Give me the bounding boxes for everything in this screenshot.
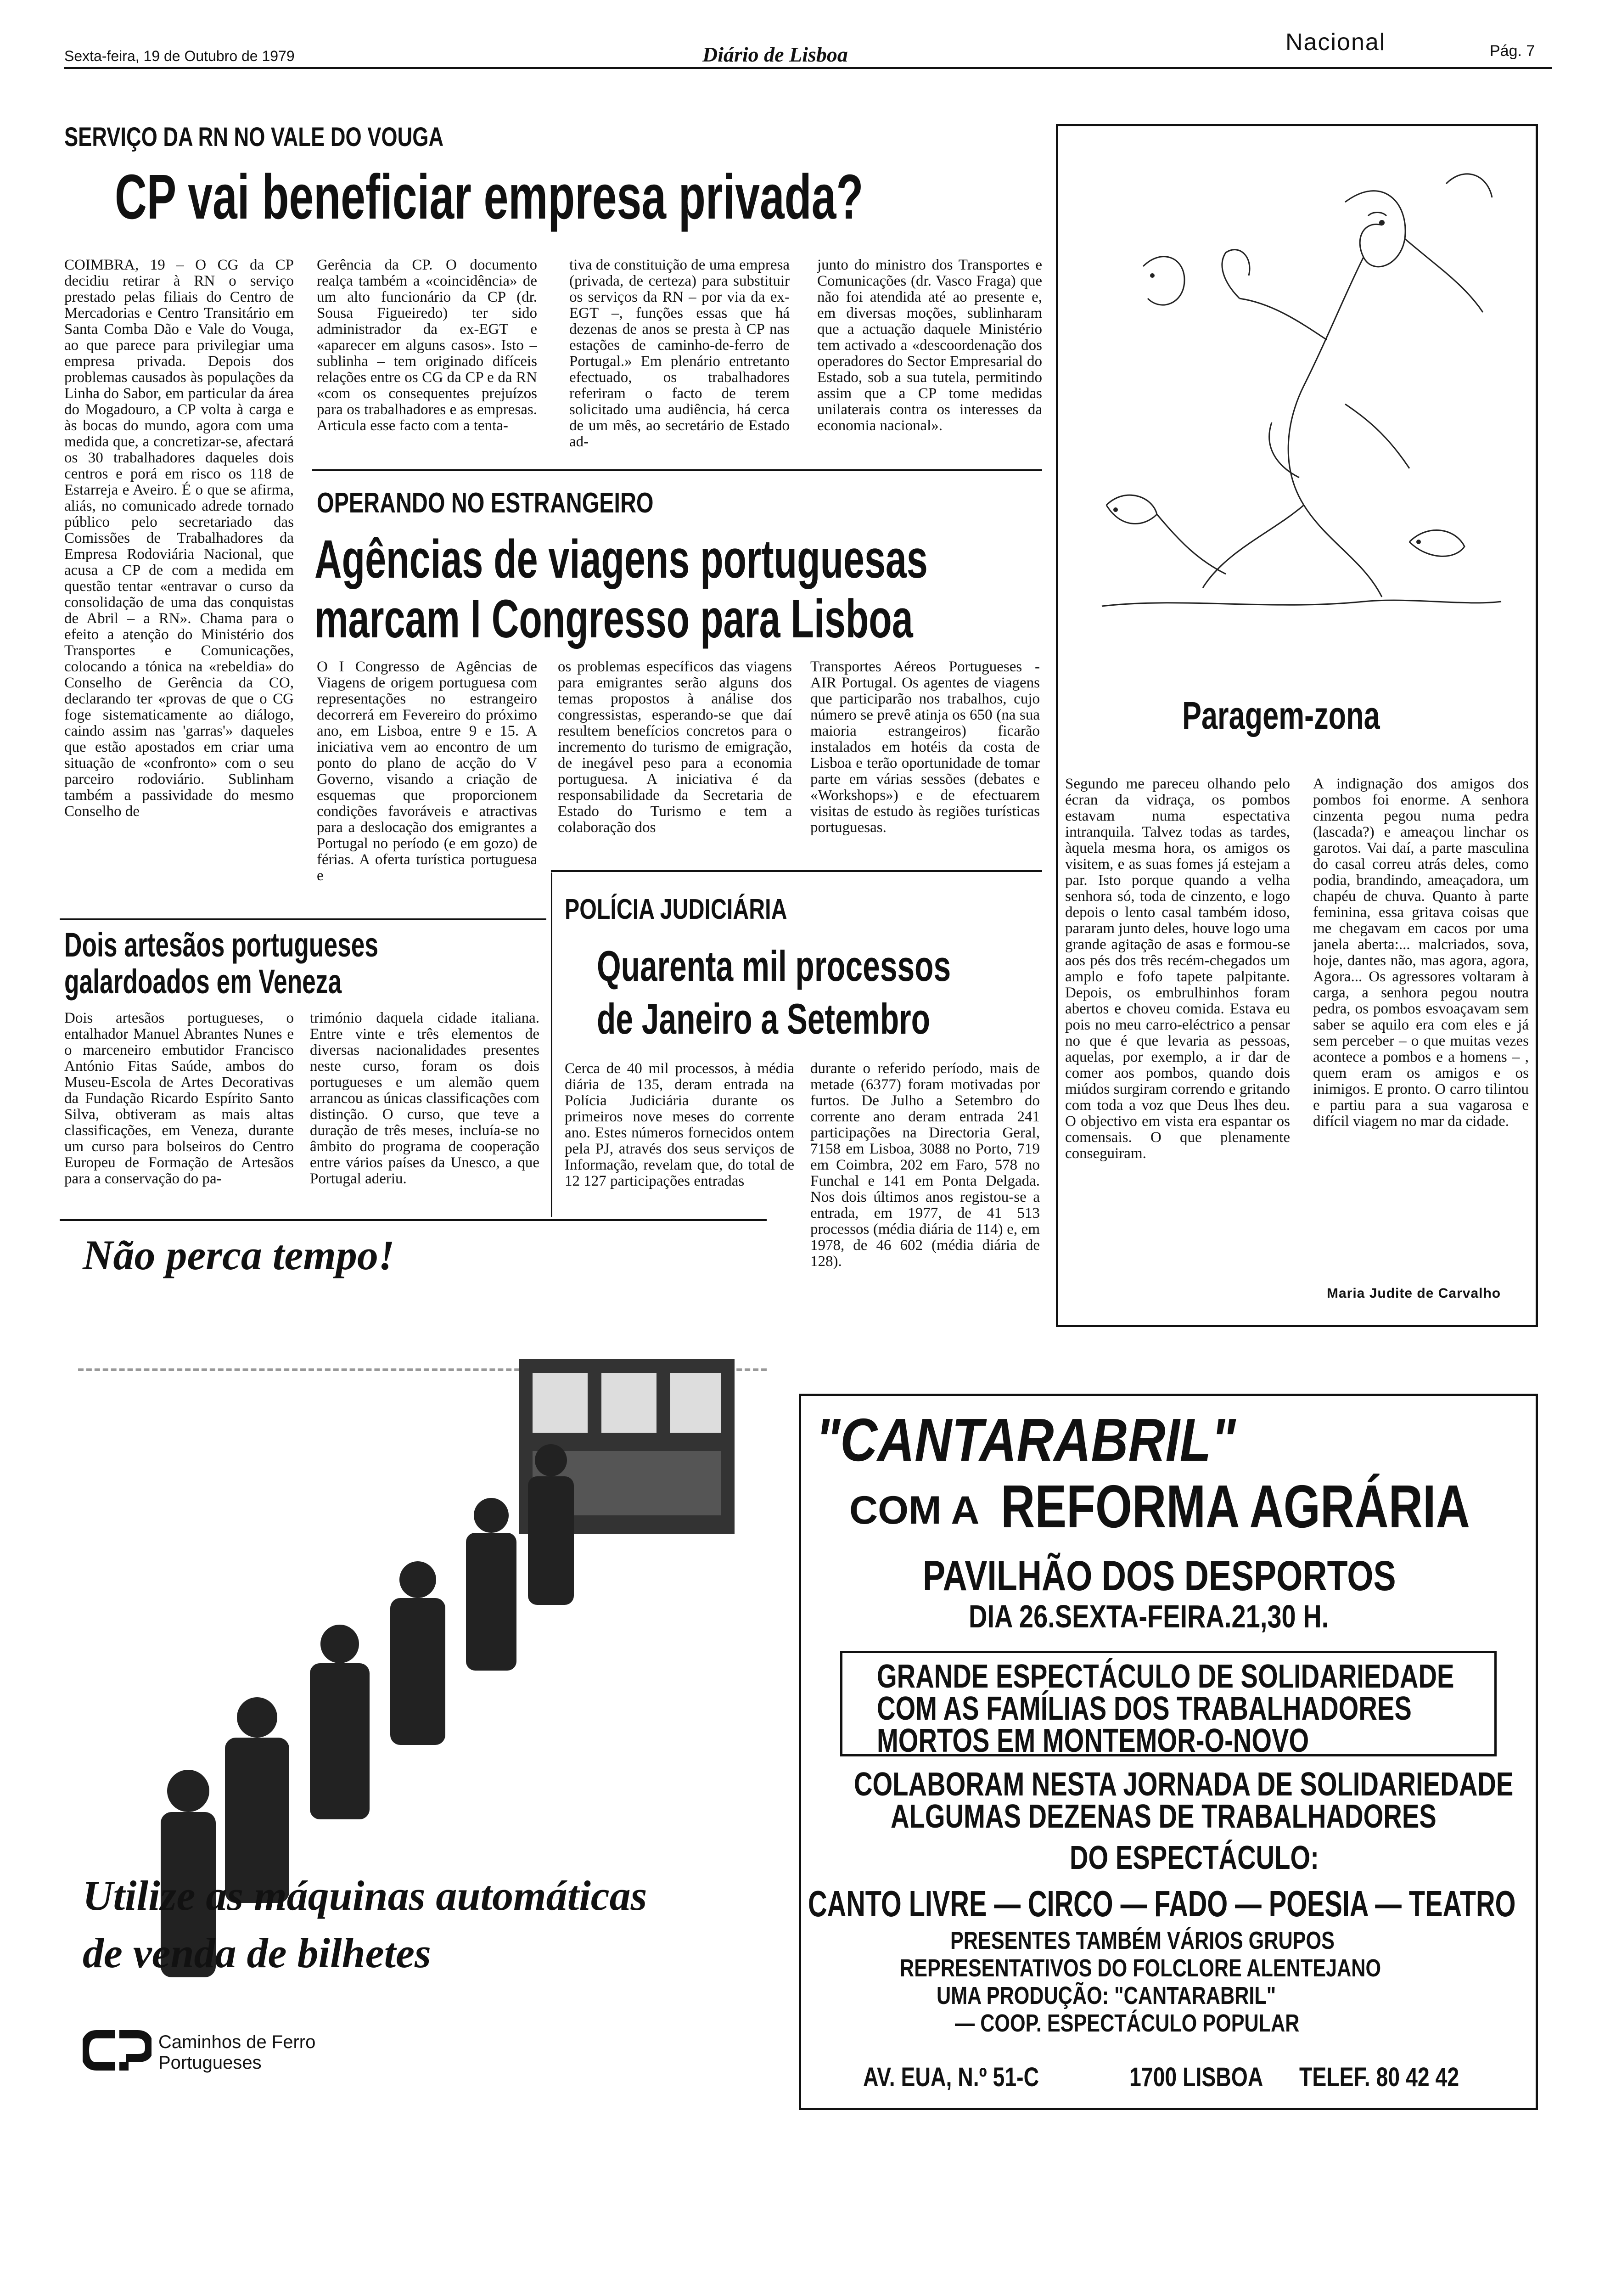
- pj-col1: Cerca de 40 mil processos, à média diária de 135, deram entrada na Polícia Judiciária durante os primeiros nove meses do corrente ano. Estes números fornecidos ontem pela PJ, através dos seus serviços de Informação, revelam que, do total de 12 127 participações entradas: [565, 1061, 794, 1189]
- agencias-col3: Transportes Aéreos Portugueses - AIR Portugal. Os agentes de viagens que participarão nos trabalhos, cujo número se prevê atinja os 650 (na sua maioria estrangeiros) ficarão instalados em hotéis da costa de Lisboa e terão oportunidade de tomar parte em várias sessões (debates e «Workshops») e de efectuarem visitas de estudo às regiões turísticas portuguesas.: [810, 659, 1040, 836]
- cantarabril-venue: PAVILHÃO DOS DESPORTOS: [923, 1553, 1396, 1599]
- cantarabril-phone: TELEF. 80 42 42: [1299, 2062, 1459, 2092]
- cantarabril-box-2: COM AS FAMÍLIAS DOS TRABALHADORES: [877, 1690, 1412, 1727]
- cp-col3: tiva de constituição de uma empresa (privada, de certeza) para substituir os serviços da RN – por via da ex-EGT –, funções essas que há dezenas de anos se presta à CP nas estações de caminho-de-ferro de Portugal.» Em plenário entretanto efectuado, os trabalhadores referiram o facto de terem solicitado uma audiência, há cerca de um mês, ao secretário de Estado ad-: [569, 257, 790, 450]
- artesaos-headline-1: Dois artesãos portugueses: [64, 926, 378, 964]
- pj-kicker: POLÍCIA JUDICIÁRIA: [565, 894, 787, 925]
- cronica-col1: Segundo me pareceu olhando pelo écran da vidraça, os pombos estavam numa espectativa intranquila. Talvez todas as tardes, àquela mesma hora, os amigos os visitem, e as suas fomes já estejam a par. Isto porque quando a velha senhora só, toda de cinzento, e logo depois o lento casal também idoso, pararam junto deles, houve logo uma grande agitação de asas e formou-se aos pés dos três recém-chegados um amplo e fofo tapete palpitante. Depois, os embrulhinhos foram abertos e choveu comida. Estava eu pois no meu carro-eléctrico a pensar no que é que levaria as pessoas, aquelas, por exemplo, a ir dar de comer aos pombos, quando dois miúdos surgiram correndo e gritando com toda a voz que Deus lhes deu. O objectivo em vista era espantar os comensais. O que plenamente conseguiram.: [1065, 776, 1290, 1162]
- cantarabril-city: 1700 LISBOA: [1129, 2062, 1263, 2092]
- cp-ad-tagline-1: Utilize as máquinas automáticas: [83, 1872, 647, 1919]
- pj-col2: durante o referido período, mais de metade (6377) foram motivadas por furtos. De Julho a Setembro do corrente ano deram entrada 241 participações na Directoria Geral, 7158 em Lisboa, 3088 no Porto, 719 em Coimbra, 202 em Faro, 578 no Funchal e 141 em Ponta Delgada. Nos dois últimos anos registou-se a entrada, em 1977, de 41 513 processos (média diária de 114) e, em 1978, de 46 602 (média diária de 128).: [810, 1061, 1040, 1270]
- agencias-col1: O I Congresso de Agências de Viagens de origem portuguesa com representações no estrangeiro decorrerá em Fevereiro do próximo ano, em Lisboa, entre 9 e 15. A iniciativa vem ao encontro de um ponto do plano de acção do V Governo, visando a criação de esquemas que proporcionem condições favoráveis e atractivas para a deslocação dos emigrantes a Portugal no período (e em gozo) de férias. A oferta turística portuguesa e: [317, 659, 537, 884]
- cp-ad-photo: [78, 1295, 767, 2296]
- cantarabril-present-4: — COOP. ESPECTÁCULO POPULAR: [955, 2009, 1300, 2037]
- cronica-col2: A indignação dos amigos dos pombos foi enorme. A senhora cinzenta pegou numa pedra (lascada?) e ameaçou linchar os garotos. Vai daí, a parte masculina do casal correu atrás deles, como podia, brandindo, ameaçadora, um chapéu de chuva. Quanto à parte feminina, essa gritava coisas que me chegavam em cacos por uma janela aberta:... malcriados, sova, hoje, dantes não, mas agora, agora, Agora... Os agressores voltaram à carga, a senhora pegou noutra pedra, os pombos esvoaçavam sem saber se aquilo era com eles e já sem perceber – o que muitas vezes acontece a pombos e a homens – , quem eram os amigos e os inimigos. E pronto. O carro tilintou e partiu para a sua vagarosa e difícil viagem no mar da cidade.: [1313, 776, 1529, 1130]
- page-number: Pág. 7: [1490, 42, 1535, 60]
- cantarabril-box-3: MORTOS EM MONTEMOR-O-NOVO: [877, 1722, 1309, 1759]
- cp-logo-line2: Portugueses: [158, 2053, 262, 2073]
- header-rule: [64, 67, 1552, 69]
- pigeons-illustration: [1088, 147, 1510, 629]
- cp-rule: [312, 469, 1042, 471]
- cantarabril-present-2: REPRESENTATIVOS DO FOLCLORE ALENTEJANO: [900, 1954, 1381, 1982]
- artesaos-top-rule: [60, 918, 546, 920]
- artesaos-col1: Dois artesãos portugueses, o entalhador Manuel Abrantes Nunes e o marceneiro embutidor Francisco António Fitas Saúde, ambos do Museu-Escola de Artes Decorativas da Fundação Ricardo Espírito Santo Silva, obtiveram as mais altas classificações, em Veneza, durante um curso para bolseiros do Centro Europeu de Formação de Artesãos para a conservação do pa-: [64, 1010, 294, 1187]
- cp-headline: CP vai beneficiar empresa privada?: [115, 162, 864, 232]
- section-name: Nacional: [1285, 29, 1386, 56]
- cantarabril-box-1: GRANDE ESPECTÁCULO DE SOLIDARIEDADE: [877, 1658, 1454, 1695]
- agencias-col2: os problemas específicos das viagens para emigrantes serão alguns dos temas propostos à análise dos congressistas, esperando-se que daí resultem benefícios concretos para o incremento do turismo de emigração, de inegável peso para a economia portuguesa. A iniciativa é da responsabilidade da Secretaria de Estado do Turismo e tem a colaboração dos: [558, 659, 792, 836]
- cantarabril-address: AV. EUA, N.º 51-C: [863, 2062, 1039, 2092]
- cantarabril-com-a: COM A: [849, 1488, 980, 1532]
- agencias-kicker: OPERANDO NO ESTRANGEIRO: [317, 487, 654, 519]
- masthead: Diário de Lisboa: [702, 43, 848, 66]
- artesaos-vrule: [551, 872, 552, 1217]
- cantarabril-reforma: REFORMA AGRÁRIA: [1001, 1473, 1470, 1540]
- cp-ad-top-rule: [60, 1219, 767, 1221]
- cp-kicker: SERVIÇO DA RN NO VALE DO VOUGA: [64, 122, 444, 152]
- header-date: Sexta-feira, 19 de Outubro de 1979: [64, 48, 295, 64]
- cp-col1: COIMBRA, 19 – O CG da CP decidiu retirar à RN o serviço prestado pelas filiais do Centro de Mercadorias e Centro Transitário em Santa Comba Dão e Vale do Vouga, ao que parece para privilegiar uma empresa privada. Depois dos problemas causados às populações da Linha do Sabor, em particular da área do Mogadouro, a CP volta à carga e às bocas do mundo, agora com uma medida que, a concretizar-se, afectará os 30 trabalhadores daqueles dois centros e porá em risco os 118 de Estarreja e Aveiro. É o que se afirma, aliás, no comunicado adrede tornado público pelo secretariado das Comissões de Trabalhadores da Empresa Rodoviária Nacional, que acusa a CP de com a medida em questão tentar «entravar o curso da consolidação de uma das conquistas de Abril – a RN». Chama para o efeito a atenção do Ministério dos Transportes e Comunicações, colocando a tónica na «rebeldia» do Conselho de Gerência da CO, declarando ter «provas de que o CG foge sistematicamente ao diálogo, caindo assim nas 'garras'» daqueles que estão apostados em criar uma situação de «confronto» com o seu parceiro rodoviário. Sublinham também a passividade do mesmo Conselho de: [64, 257, 294, 820]
- cronica-title: Paragem-zona: [1182, 694, 1380, 737]
- cantarabril-collab-2: ALGUMAS DEZENAS DE TRABALHADORES: [891, 1798, 1436, 1835]
- artesaos-col2: trimónio daquela cidade italiana. Entre vinte e três elementos de diversas nacionalidades presentes neste curso, foram os dois portugueses e um alemão quem arrancou as únicas classificações com distinção. O curso, que teve a duração de três meses, incluía-se no âmbito do programa de cooperação entre vários países da Unesco, a que Portugal aderiu.: [310, 1010, 539, 1187]
- cp-logo-icon: [83, 2030, 152, 2071]
- cronica-author: Maria Judite de Carvalho: [1327, 1286, 1501, 1301]
- agencias-rule: [551, 870, 1042, 872]
- cantarabril-present-1: PRESENTES TAMBÉM VÁRIOS GRUPOS: [950, 1927, 1335, 1954]
- cantarabril-collab-3: DO ESPECTÁCULO:: [1070, 1840, 1319, 1876]
- cantarabril-genres: CANTO LIVRE — CIRCO — FADO — POESIA — TEATRO: [808, 1883, 1516, 1924]
- cp-col2: Gerência da CP. O documento realça também a «coincidência» de um alto funcionário da CP (dr. Sousa Figueiredo) ter sido administrador da ex-EGT e «aparecer em alguns casos». Isto – sublinha – tem originado difíceis relações entre os CG da CP e da RN «com os consequentes prejuízos para os trabalhadores e as empresas. Articula esse facto com a tenta-: [317, 257, 537, 434]
- cp-col4: junto do ministro dos Transportes e Comunicações (dr. Vasco Fraga) que não foi atendida até ao presente e, em diversas moções, sublinharam que a actuação daquele Ministério tem activado a «descoordenação dos operadores do Sector Empresarial do Estado, sob a sua tutela, permitindo assim que a CP tome medidas unilaterais contra os interesses da economia nacional».: [817, 257, 1042, 434]
- cp-ad-tagline-2: de venda de bilhetes: [83, 1930, 431, 1976]
- cantarabril-present-3: UMA PRODUÇÃO: "CANTARABRIL": [937, 1982, 1276, 2009]
- cp-logo-line1: Caminhos de Ferro: [158, 2032, 316, 2052]
- agencias-headline-1: Agências de viagens portuguesas: [314, 529, 928, 590]
- pj-headline-1: Quarenta mil processos: [597, 942, 951, 990]
- cantarabril-collab-1: COLABORAM NESTA JORNADA DE SOLIDARIEDADE: [854, 1766, 1514, 1803]
- pj-headline-2: de Janeiro a Setembro: [597, 995, 930, 1043]
- cp-ad-headline: Não perca tempo!: [83, 1232, 395, 1278]
- artesaos-headline-2: galardoados em Veneza: [64, 962, 342, 1001]
- cantarabril-date: DIA 26.SEXTA-FEIRA.21,30 H.: [969, 1598, 1329, 1634]
- agencias-headline-2: marcam I Congresso para Lisboa: [314, 589, 913, 649]
- cantarabril-title: "CANTARABRIL": [816, 1406, 1236, 1474]
